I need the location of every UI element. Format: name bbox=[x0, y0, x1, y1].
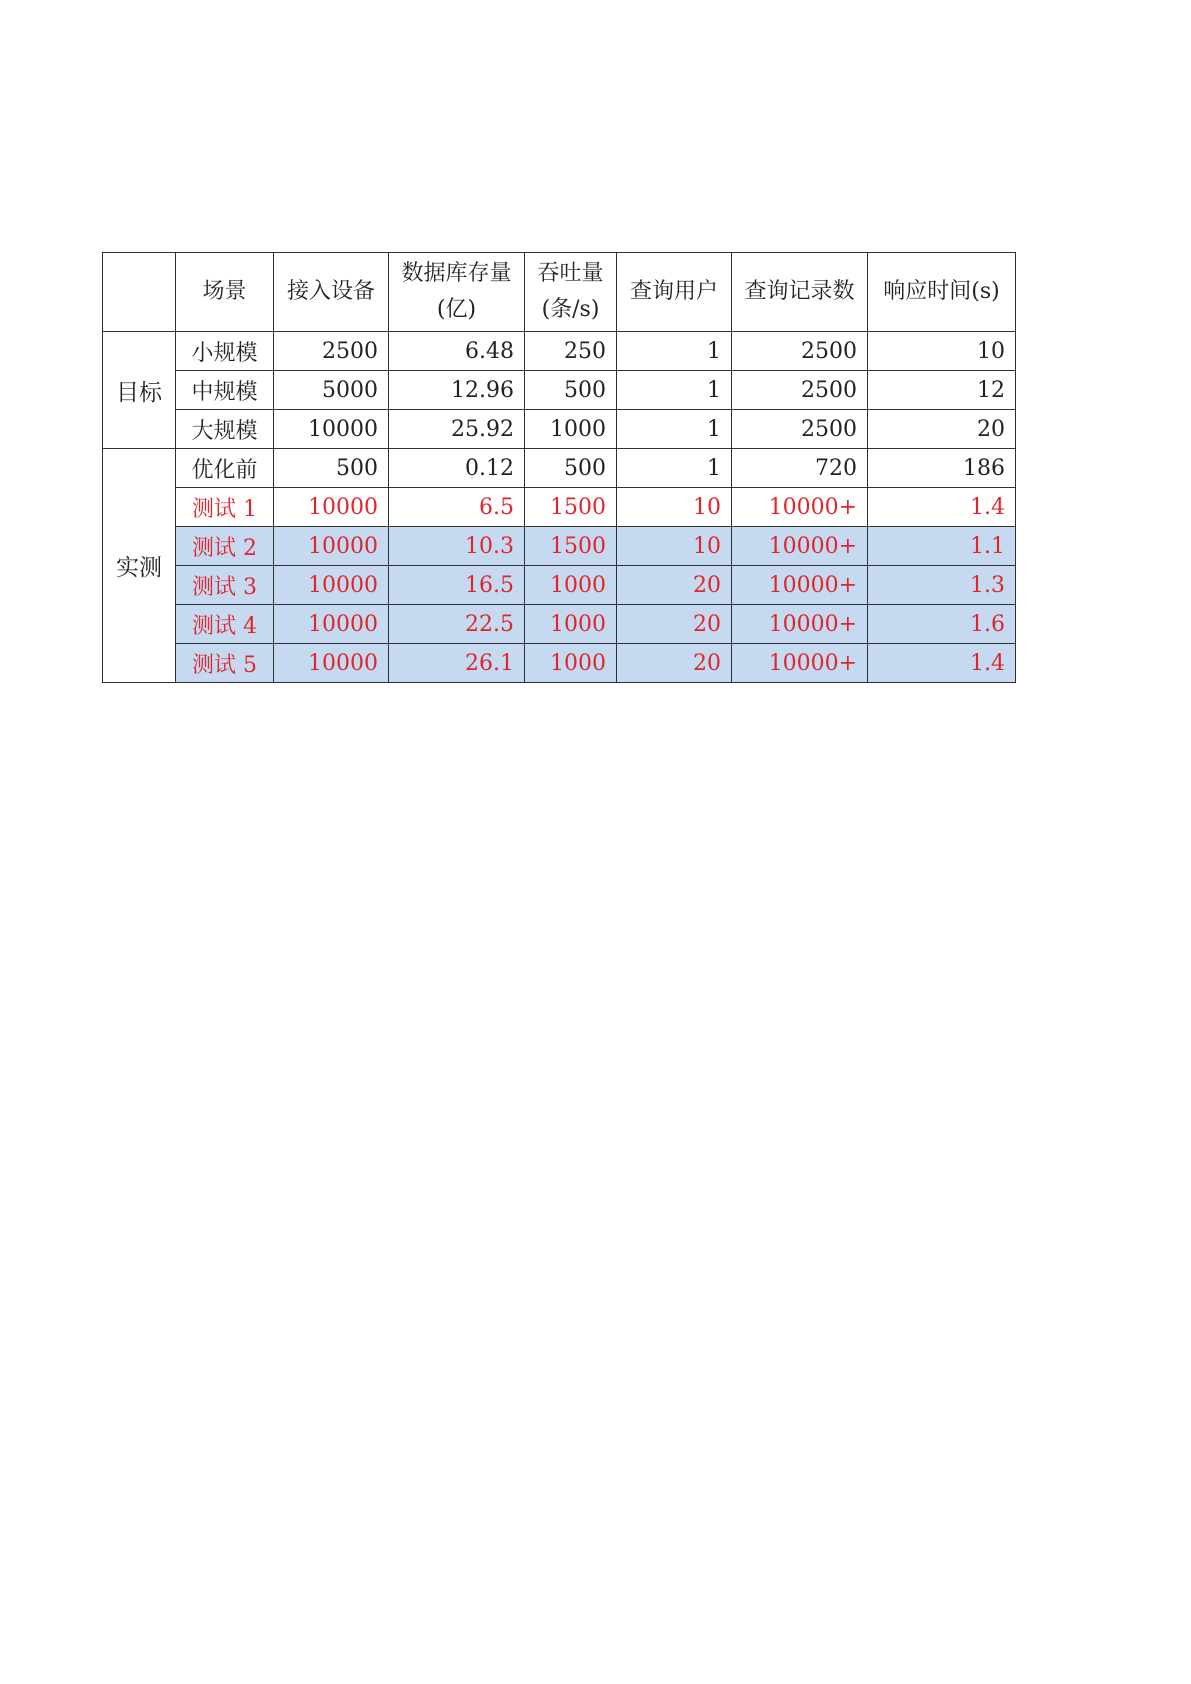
db-storage-cell: 16.5 bbox=[389, 566, 525, 605]
query-users-cell: 1 bbox=[617, 371, 732, 410]
scene-cell: 大规模 bbox=[176, 410, 274, 449]
throughput-cell: 1500 bbox=[525, 488, 617, 527]
throughput-cell: 1500 bbox=[525, 527, 617, 566]
query-records-cell: 2500 bbox=[732, 332, 868, 371]
query-users-cell: 10 bbox=[617, 488, 732, 527]
db-storage-cell: 22.5 bbox=[389, 605, 525, 644]
header-query-users: 查询用户 bbox=[617, 253, 732, 332]
scene-cell: 测试 5 bbox=[176, 644, 274, 683]
throughput-cell: 1000 bbox=[525, 644, 617, 683]
table-row bbox=[103, 605, 1016, 644]
throughput-cell: 1000 bbox=[525, 605, 617, 644]
query-records-cell: 10000+ bbox=[732, 527, 868, 566]
query-users-cell: 20 bbox=[617, 605, 732, 644]
db-storage-cell: 25.92 bbox=[389, 410, 525, 449]
scene-cell: 测试 4 bbox=[176, 605, 274, 644]
db-storage-cell: 6.48 bbox=[389, 332, 525, 371]
query-records-cell: 10000+ bbox=[732, 605, 868, 644]
query-records-cell: 720 bbox=[732, 449, 868, 488]
throughput-cell: 1000 bbox=[525, 410, 617, 449]
scene-cell: 中规模 bbox=[176, 371, 274, 410]
header-db-storage-line2: (亿) bbox=[436, 297, 477, 322]
query-users-cell: 20 bbox=[617, 644, 732, 683]
devices-cell: 10000 bbox=[274, 605, 389, 644]
query-records-cell: 2500 bbox=[732, 410, 868, 449]
table-row bbox=[103, 566, 1016, 605]
db-storage-cell: 12.96 bbox=[389, 371, 525, 410]
response-time-cell: 20 bbox=[868, 410, 1016, 449]
table-row bbox=[103, 371, 1016, 410]
table-row bbox=[103, 410, 1016, 449]
performance-table bbox=[102, 252, 1016, 683]
devices-cell: 10000 bbox=[274, 527, 389, 566]
devices-cell: 500 bbox=[274, 449, 389, 488]
table-row bbox=[103, 449, 1016, 488]
scene-cell: 测试 2 bbox=[176, 527, 274, 566]
response-time-cell: 186 bbox=[868, 449, 1016, 488]
scene-cell: 测试 3 bbox=[176, 566, 274, 605]
query-users-cell: 20 bbox=[617, 566, 732, 605]
devices-cell: 10000 bbox=[274, 566, 389, 605]
db-storage-cell: 0.12 bbox=[389, 449, 525, 488]
header-throughput bbox=[525, 253, 617, 332]
header-db-storage bbox=[389, 253, 525, 332]
query-records-cell: 10000+ bbox=[732, 566, 868, 605]
query-records-cell: 10000+ bbox=[732, 644, 868, 683]
scene-cell: 小规模 bbox=[176, 332, 274, 371]
throughput-cell: 250 bbox=[525, 332, 617, 371]
query-users-cell: 10 bbox=[617, 527, 732, 566]
devices-cell: 10000 bbox=[274, 644, 389, 683]
header-throughput-line2: (条/s) bbox=[541, 297, 600, 322]
header-scene: 场景 bbox=[176, 253, 274, 332]
devices-cell: 2500 bbox=[274, 332, 389, 371]
table-row bbox=[103, 644, 1016, 683]
response-time-cell: 1.4 bbox=[868, 644, 1016, 683]
query-users-cell: 1 bbox=[617, 449, 732, 488]
devices-cell: 10000 bbox=[274, 410, 389, 449]
table-row bbox=[103, 488, 1016, 527]
header-devices: 接入设备 bbox=[274, 253, 389, 332]
header-group bbox=[103, 253, 176, 332]
db-storage-cell: 6.5 bbox=[389, 488, 525, 527]
table-row bbox=[103, 527, 1016, 566]
header-throughput-line1: 吞吐量 bbox=[537, 261, 604, 286]
query-records-cell: 2500 bbox=[732, 371, 868, 410]
scene-cell: 优化前 bbox=[176, 449, 274, 488]
throughput-cell: 500 bbox=[525, 449, 617, 488]
response-time-cell: 1.6 bbox=[868, 605, 1016, 644]
group-label-target: 目标 bbox=[103, 332, 176, 449]
response-time-cell: 1.3 bbox=[868, 566, 1016, 605]
scene-cell: 测试 1 bbox=[176, 488, 274, 527]
response-time-cell: 10 bbox=[868, 332, 1016, 371]
db-storage-cell: 26.1 bbox=[389, 644, 525, 683]
performance-table-container bbox=[102, 252, 1016, 683]
query-users-cell: 1 bbox=[617, 332, 732, 371]
query-users-cell: 1 bbox=[617, 410, 732, 449]
db-storage-cell: 10.3 bbox=[389, 527, 525, 566]
table-header-row bbox=[103, 253, 1016, 332]
table-row bbox=[103, 332, 1016, 371]
response-time-cell: 1.1 bbox=[868, 527, 1016, 566]
group-label-measured: 实测 bbox=[103, 449, 176, 683]
response-time-cell: 12 bbox=[868, 371, 1016, 410]
devices-cell: 10000 bbox=[274, 488, 389, 527]
header-query-records: 查询记录数 bbox=[732, 253, 868, 332]
response-time-cell: 1.4 bbox=[868, 488, 1016, 527]
header-db-storage-line1: 数据库存量 bbox=[401, 261, 512, 286]
header-response-time: 响应时间(s) bbox=[868, 253, 1016, 332]
query-records-cell: 10000+ bbox=[732, 488, 868, 527]
throughput-cell: 500 bbox=[525, 371, 617, 410]
throughput-cell: 1000 bbox=[525, 566, 617, 605]
devices-cell: 5000 bbox=[274, 371, 389, 410]
